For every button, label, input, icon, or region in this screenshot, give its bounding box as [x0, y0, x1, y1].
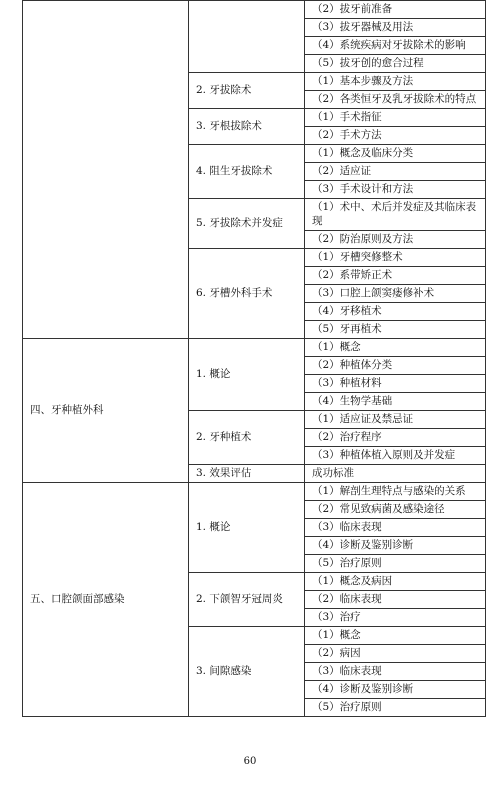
detail-cell: （4）诊断及鉴别诊断	[305, 537, 486, 555]
detail-cell: （1）解剖生理特点与感染的关系	[305, 483, 486, 501]
subunit-cell: 2. 牙种植术	[189, 411, 305, 465]
detail-cell: 成功标准	[305, 465, 486, 483]
detail-cell: （4）诊断及鉴别诊断	[305, 681, 486, 699]
detail-cell: （2）种植体分类	[305, 357, 486, 375]
detail-cell: （2）常见致病菌及感染途径	[305, 501, 486, 519]
detail-cell: （3）临床表现	[305, 663, 486, 681]
detail-cell: （3）手术设计和方法	[305, 181, 486, 199]
detail-cell: （2）病因	[305, 645, 486, 663]
subunit-cell: 3. 间隙感染	[189, 627, 305, 717]
detail-cell: （2）系带矫正术	[305, 267, 486, 285]
subunit-cell: 4. 阻生牙拔除术	[189, 145, 305, 199]
detail-cell: （1）术中、术后并发症及其临床表现	[305, 199, 486, 231]
table-row	[23, 339, 486, 357]
subunit-cell: 2. 牙拔除术	[189, 73, 305, 109]
detail-cell: （2）防治原则及方法	[305, 231, 486, 249]
detail-cell: （5）牙再植术	[305, 321, 486, 339]
subunit-cell: 1. 概论	[189, 483, 305, 573]
detail-cell: （2）拔牙前准备	[305, 1, 486, 19]
unit-cell	[23, 1, 189, 339]
syllabus-outline-table	[22, 0, 486, 717]
detail-cell: （5）治疗原则	[305, 555, 486, 573]
subunit-cell: 5. 牙拔除术并发症	[189, 199, 305, 249]
detail-cell: （3）种植材料	[305, 375, 486, 393]
detail-cell: （2）适应证	[305, 163, 486, 181]
detail-cell: （3）临床表现	[305, 519, 486, 537]
detail-cell: （5）治疗原则	[305, 699, 486, 717]
subunit-cell: 6. 牙槽外科手术	[189, 249, 305, 339]
detail-cell: （2）手术方法	[305, 127, 486, 145]
detail-cell: （1）牙槽突修整术	[305, 249, 486, 267]
detail-cell: （1）概念及病因	[305, 573, 486, 591]
detail-cell: （1）手术指征	[305, 109, 486, 127]
detail-cell: （1）概念	[305, 339, 486, 357]
detail-cell: （2）各类恒牙及乳牙拔除术的特点	[305, 91, 486, 109]
subunit-cell: 3. 效果评估	[189, 465, 305, 483]
detail-cell: （1）概念	[305, 627, 486, 645]
detail-cell: （5）拔牙创的愈合过程	[305, 55, 486, 73]
detail-cell: （4）系统疾病对牙拔除术的影响	[305, 37, 486, 55]
detail-cell: （2）临床表现	[305, 591, 486, 609]
detail-cell: （3）治疗	[305, 609, 486, 627]
detail-cell: （1）适应证及禁忌证	[305, 411, 486, 429]
detail-cell: （4）牙移植术	[305, 303, 486, 321]
subunit-cell: 2. 下颌智牙冠周炎	[189, 573, 305, 627]
subunit-cell: 1. 概论	[189, 339, 305, 411]
detail-cell: （1）基本步骤及方法	[305, 73, 486, 91]
detail-cell: （3）口腔上颌窦瘘修补术	[305, 285, 486, 303]
unit-cell: 五、口腔颌面部感染	[23, 483, 189, 717]
detail-cell: （2）治疗程序	[305, 429, 486, 447]
unit-cell: 四、牙种植外科	[23, 339, 189, 483]
detail-cell: （4）生物学基础	[305, 393, 486, 411]
detail-cell: （1）概念及临床分类	[305, 145, 486, 163]
subunit-cell: 3. 牙根拔除术	[189, 109, 305, 145]
page-number: 60	[243, 756, 257, 767]
detail-cell: （3）种植体植入原则及并发症	[305, 447, 486, 465]
table-row	[23, 1, 486, 19]
detail-cell: （3）拔牙器械及用法	[305, 19, 486, 37]
table-row	[23, 483, 486, 501]
subunit-cell	[189, 1, 305, 73]
